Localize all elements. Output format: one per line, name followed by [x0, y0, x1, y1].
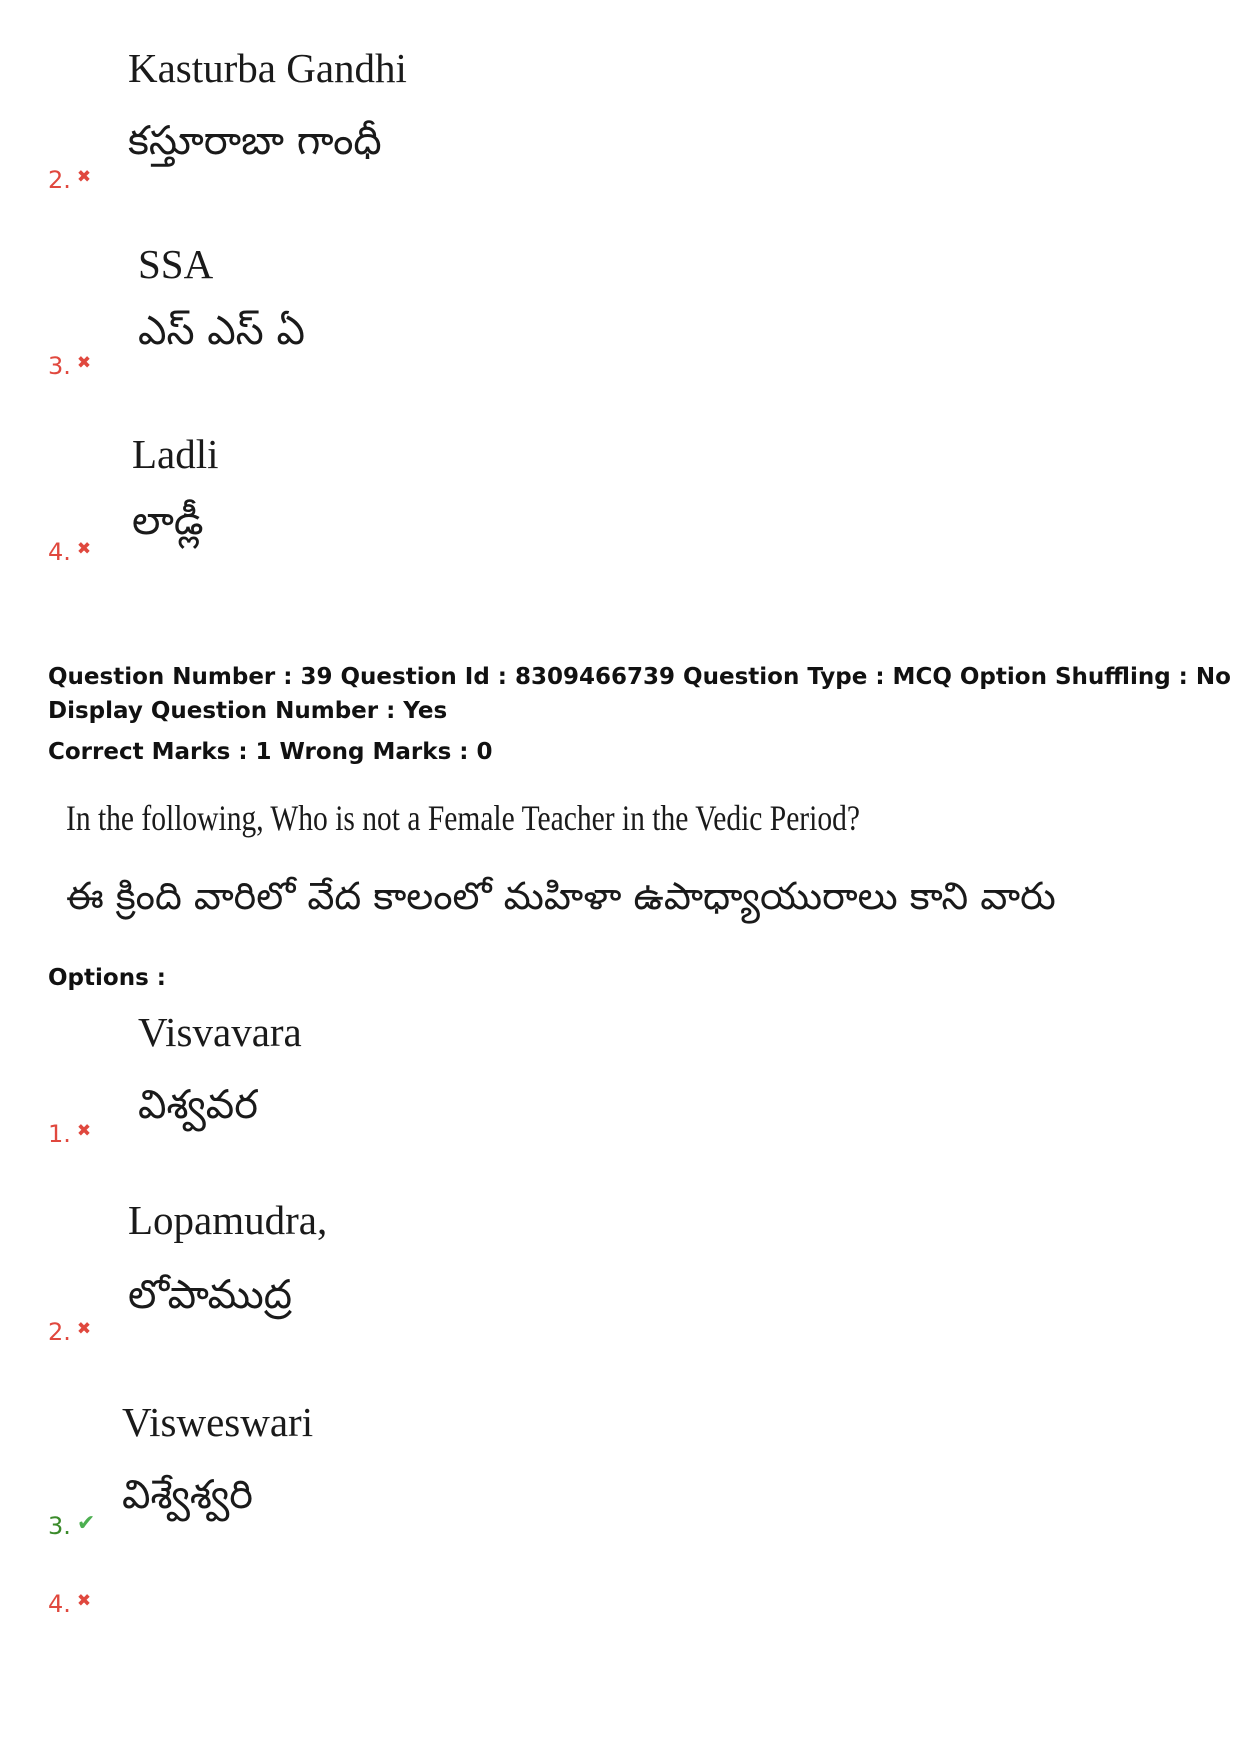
option-1-number [48, 1120, 91, 1148]
option-2-telugu: లోపాముద్ర [128, 1272, 292, 1318]
cross-icon: ✖ [76, 1319, 92, 1339]
question-marks: Correct Marks : 1 Wrong Marks : 0 [48, 739, 493, 765]
option-4-number [48, 1590, 91, 1618]
prev-option-2-english: Kasturba Gandhi [128, 45, 407, 91]
cross-icon: ✖ [76, 167, 92, 187]
option-number: 2. [48, 166, 71, 194]
check-icon: ✔ [76, 1511, 96, 1536]
option-number: 3. [48, 1512, 71, 1540]
option-number: 4. [48, 538, 71, 566]
question-text-english: In the following, Who is not a Female Teacher in the Vedic Period? [66, 798, 860, 838]
option-3-english: Visweswari [122, 1399, 314, 1445]
option-2-number [48, 1318, 91, 1346]
option-3-telugu: విశ్వేశ్వరి [122, 1472, 253, 1518]
option-1-telugu: విశ్వవర [138, 1082, 258, 1128]
prev-option-2-telugu: కస్తూరాబా గాంధీ [128, 118, 382, 164]
option-1-english: Visvavara [138, 1009, 302, 1055]
option-2-english: Lopamudra, [128, 1197, 328, 1243]
prev-option-4-english: Ladli [132, 431, 219, 477]
prev-option-2-number [48, 166, 91, 194]
option-number: 3. [48, 352, 71, 380]
option-number: 1. [48, 1120, 71, 1148]
cross-icon: ✖ [76, 1121, 92, 1141]
prev-option-4-telugu: లాడ్లీ [132, 498, 204, 544]
options-label: Options : [48, 965, 166, 991]
prev-option-3-number [48, 352, 91, 380]
question-meta-line1: Question Number : 39 Question Id : 8309466739 Question Type : MCQ Option Shuffling : No [48, 664, 1231, 690]
question-meta-line2: Display Question Number : Yes [48, 698, 448, 724]
cross-icon: ✖ [76, 539, 92, 559]
cross-icon: ✖ [76, 1591, 92, 1611]
option-3-number [48, 1512, 95, 1540]
option-number: 2. [48, 1318, 71, 1346]
cross-icon: ✖ [76, 353, 92, 373]
prev-option-4-number [48, 538, 91, 566]
option-number: 4. [48, 1590, 71, 1618]
question-text-telugu: ఈ క్రింది వారిలో వేద కాలంలో మహిళా ఉపాధ్యాయురాలు కాని వారు [66, 874, 1056, 918]
prev-option-3-telugu: ఎస్ ఎస్ ఏ [138, 308, 305, 354]
prev-option-3-english: SSA [138, 241, 214, 287]
